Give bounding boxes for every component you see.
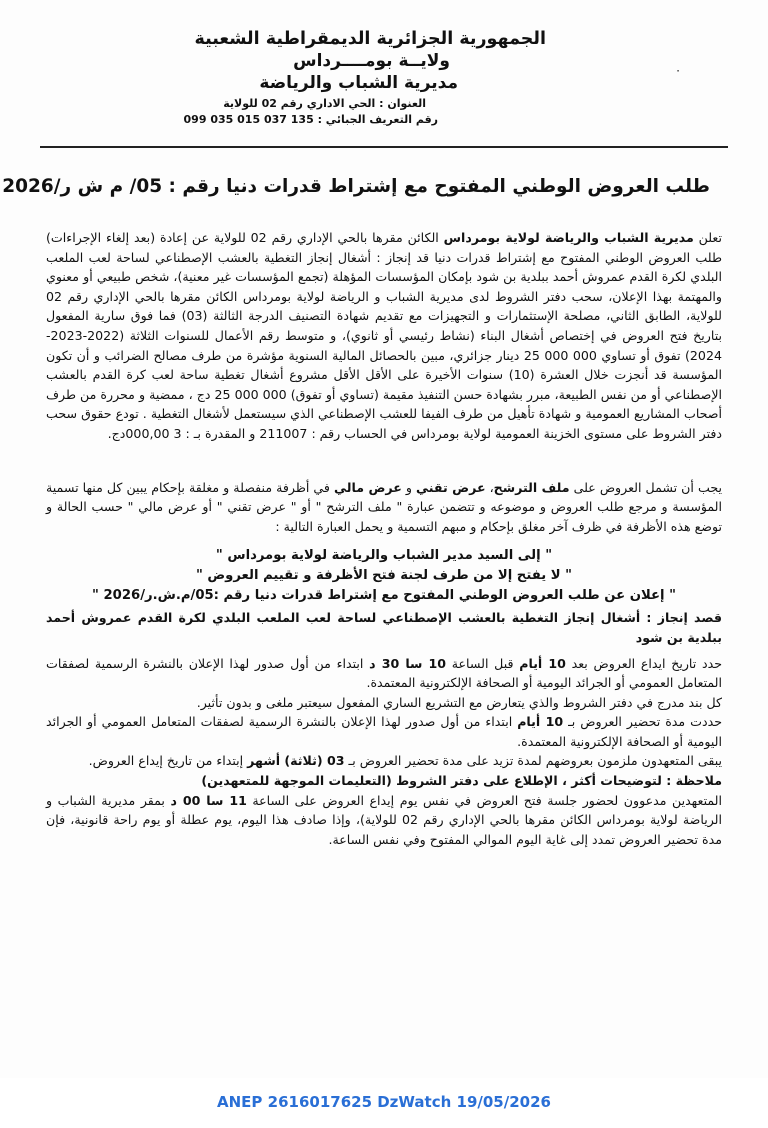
validity-paragraph [46,751,722,771]
opening-b: بمقر مديرية الشباب و الرياضة لولاية بومرداس الكائن مقرها بالحي الإداري رقم 02 للولاية)، وإذا صادف هذا اليوم، يوم عطلة أو يوم راحة قانونية، فإن مدة تحضير العروض تمدد إلى غاية اليوم الموالي المفتوح وفي نفس الساعة. [46,792,722,847]
envelope-financial: عرض مالي [334,479,402,495]
envelope-technical: عرض تقني [416,479,486,495]
envelopes-rest: في أظرفة منفصلة و مغلقة بإحكام يبين كل منها تسمية المؤسسة و مرجع طلب العروض و موضوعه و تتضمن عبارة " ملف الترشح " أو " عرض تقني " أو عرض مالي " حسب الحالة و توضع هذه الأظرفة في ظرف آخر مغلق بإحكام و مبهم التسمية و يحمل العبارة التالية : [46,479,722,534]
deposit-e: ابتداء من أول صدور لهذا الإعلان بالنشرة الرسمية لصفقات المتعامل العمومي أو الجرائد اليومية أو الصحافة الإلكترونية المعتمدة. [46,655,722,691]
envelope-label-1: " إلى السيد مدير الشباب والرياضة لولاية بومرداس " [215,548,553,564]
intro-start: تعلن [693,230,722,245]
validity-duration: 03 (ثلاثة) أشهر [247,753,345,769]
directorate-name: مديرية الشباب والرياضة [259,73,458,93]
wilaya-name: ولايــة بومــــرداس [293,51,450,71]
object-paragraph [46,608,722,647]
opening-paragraph [46,791,722,850]
header-divider [40,146,728,148]
deposit-time: 10 سا 30 د [369,655,447,671]
note-label: ملاحظة : [661,773,722,789]
validity-c: إبتداء من تاريخ إيداع العروض. [88,753,248,769]
envelopes-sep-2: و [401,479,417,495]
opening-a: المتعهدين مدعوون لحضور جلسة فتح العروض في نفس يوم إيداع العروض على الساعة [246,792,722,808]
object-label: قصد إنجاز : [646,610,722,626]
tax-id-line: رقم التعريف الجبائي : 135 037 015 035 099 [183,113,438,126]
note-bold: لتوضيحات أكثر ، الإطلاع على دفتر الشروط (التعليمات الموجهة للمتعهدين) [201,773,662,789]
envelopes-sep: ، [485,479,494,495]
clause-paragraph: كل بند مدرج في دفتر الشروط والذي يتعارض مع التشريع الساري المفعول سيعتبر ملغى و بدون تأثير. [196,694,722,710]
prep-a: حددت مدة تحضير العروض بـ [563,714,723,730]
envelopes-start: يجب أن تشمل العروض على [569,479,722,495]
tender-title: طلب العروض الوطني المفتوح مع إشتراط قدرات دنيا رقم : 05/ م ش ر/2026 [2,176,710,197]
address-line: العنوان : الحي الاداري رقم 02 للولاية [223,97,426,110]
letterhead [183,28,546,128]
prep-days: 10 أيام [517,714,564,730]
scan-mark: ᐧ [676,64,680,80]
deposit-a: حدد تاريخ ايداع العروض بعد [565,655,722,671]
intro-paragraph [46,228,722,444]
prep-paragraph [46,712,722,751]
publication-reference: ANEP 2616017625 DzWatch 19/05/2026 [217,1093,551,1111]
announcement-body [46,228,722,849]
envelope-label-2: " لا يفتح إلا من طرف لجنة فتح الأظرفة و تقييم العروض " [195,568,573,584]
envelope-candidacy: ملف الترشح [493,479,570,495]
deposit-paragraph [46,654,722,693]
intro-rest: الكائن مقرها بالحي الإداري رقم 02 للولاية عن إعادة (بعد إلغاء الإجراءات) طلب العروض الوطني المفتوح مع إشتراط قدرات دنيا قد إنجاز : أشغال إنجاز التغطية بالعشب الإصطناعي لساحة لعب الملعب البلدي لكرة القدم عمروش أحمد ببلدية بن شود بإمكان المؤسسات المؤهلة (تجمع المؤسسات غير معنية)، شخص طبيعي أو معنوي والمهتمة بهذا الإعلان، سحب دفتر الشروط لدى مديرية الشباب و الرياضة لولاية بومرداس الكائن مقرها بالحي الإداري رقم 02 للولاية، الطابق الثاني، مصلحة الإستثمارات و التجهيزات مع تقديم شهادة التصنيف الدرجة الثالثة (03) فما فوق سارية المفعول بتاريخ فتح العروض في إختصاص أشغال البناء (نشاط رئيسي أو ثانوي)، و متوسط رقم الأعمال للسنوات الثلاثة (2022-2023-2024) تفوق أو تساوي 000 000 25 دينار جزائري، مبين بالحصائل المالية السنوية مؤشرة من طرف مصالح الضرائب و أن تكون المؤسسة قد أنجزت خلال العشرة (10) سنوات الأخيرة على الأقل الأقل مشروع أشغال تغطية ساحة لعب كرة القدم بالعشب الإصطناعي أو من نفس الطبيعة، مبرر بشهادة حسن التنفيذ مقيمة (تساوي أو تفوق) 000 000 25 دج ، ممضية و محررة من طرف أصحاب المشاريع العمومية و شهادة تأهيل من طرف الفيفا للعشب الإصطناعي الذي سيستعمل لأشغال التغطية . تودع حقوق سحب دفتر الشروط على مستوى الخزينة العمومية لولاية بومرداس في الحساب رقم : 211007 و المقدرة بـ : 3 000,00دج. [46,230,722,441]
validity-a: يبقى المتعهدون ملزمون بعروضهم لمدة تزيد على مدة تحضير العروض بـ [344,753,722,769]
envelope-label-3: " إعلان عن طلب العروض الوطني المفتوح مع إشتراط قدرات دنيا رقم :05/م.ش.ر/2026 " [92,588,676,604]
object-text: أشغال إنجاز التغطية بالعشب الإصطناعي لساحة لعب الملعب البلدي لكرة القدم عمروش أحمد ببلدية بن شود [46,610,722,645]
prep-c: ابتداء من أول صدور لهذا الإعلان بالنشرة الرسمية لصفقات المتعامل العمومي أو الجرائد اليومية أو الصحافة الإلكترونية المعتمدة. [46,714,722,749]
opening-time: 11 سا 00 د [170,792,247,808]
deposit-days: 10 أيام [519,655,566,671]
intro-authority: مديرية الشباب والرياضة لولاية بومرداس [443,230,694,245]
deposit-c: قبل الساعة [446,655,520,671]
republic-name: الجمهورية الجزائرية الديمقراطية الشعبية [194,29,546,49]
note-heading [46,771,722,791]
envelopes-paragraph [46,478,722,537]
